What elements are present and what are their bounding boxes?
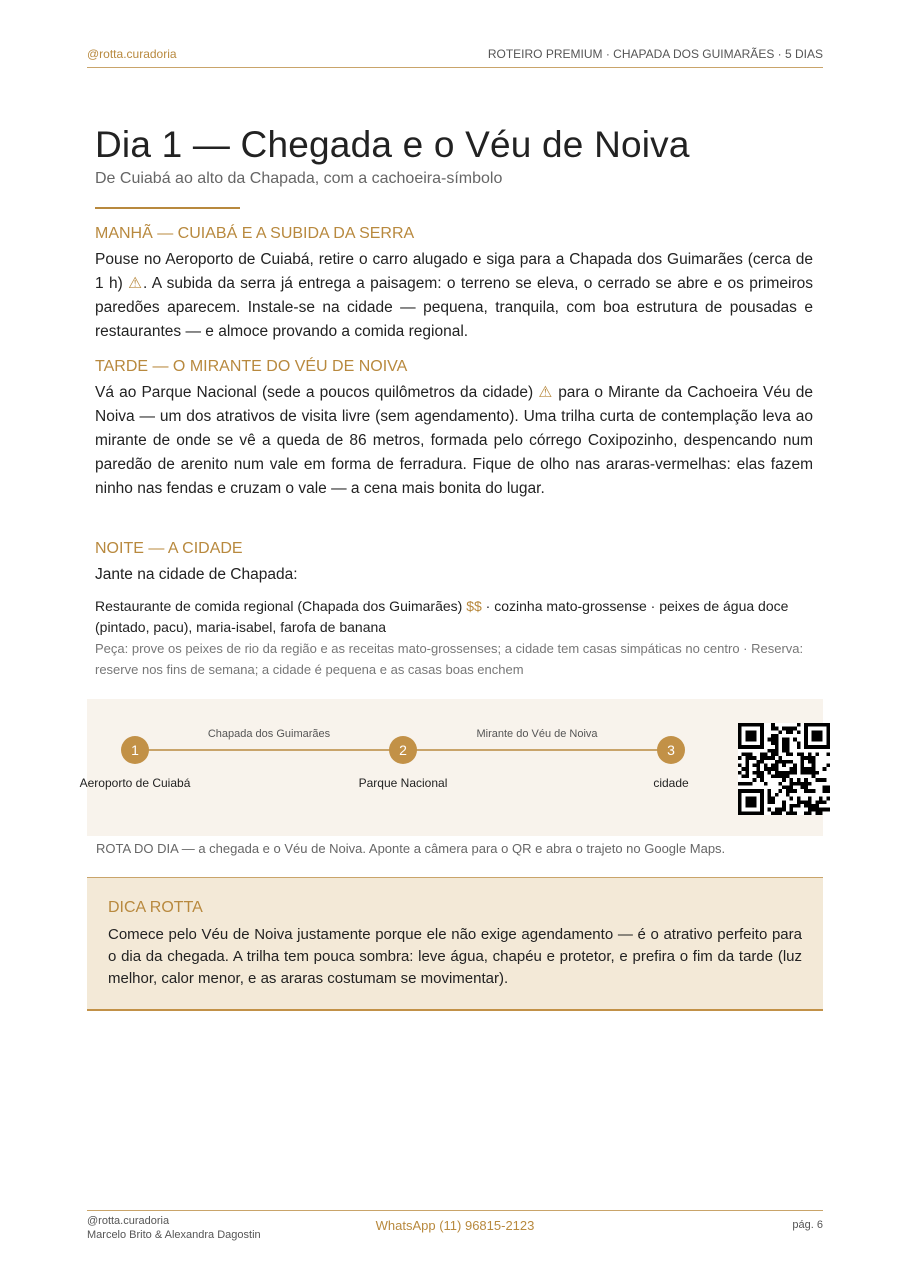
text-part: . A subida da serra já entrega a paisagem: o terreno se eleva, o cerrado se abre e os primeiros paredões aparecem. Instale-se na cidade — pequena, tranquila, com boa estrutura de pousadas e restaurantes — e almoce provando a comida regional. bbox=[95, 275, 813, 340]
qr-code[interactable] bbox=[738, 723, 830, 815]
header-doc-title: ROTEIRO PREMIUM · CHAPADA DOS GUIMARÃES · 5 DIAS bbox=[487, 47, 823, 61]
section-text bbox=[95, 248, 813, 344]
footer-contact[interactable]: WhatsApp (11) 96815-2123 bbox=[375, 1218, 535, 1233]
section-heading: NOITE — A CIDADE bbox=[95, 540, 243, 557]
route-stop-label: Parque Nacional bbox=[358, 776, 448, 790]
tip-text: Comece pelo Véu de Noiva justamente porque ele não exige agendamento — é o atrativo perfeito para o dia da chegada. A trilha tem pouca sombra: leve água, chapéu e protetor, e prefira o fim da tarde (luz melhor, calor menor, e as araras costumam se movimentar). bbox=[108, 926, 802, 987]
tip-box bbox=[87, 877, 823, 1011]
page-title: Dia 1 — Chegada e o Véu de Noiva bbox=[95, 124, 690, 165]
text-part: para o Mirante da Cachoeira Véu de Noiva — um dos atrativos de visita livre (sem agendamento). Uma trilha curta de contemplação leva ao mirante de onde se vê a queda de 86 metros, formada pelo córrego Coxipozinho, despencando num paredão de arenito num vale em forma de ferradura. Fique de olho nas araras-vermelhas: elas fazem ninho nas fendas e cruzam o vale — a cena mais bonita do lugar. bbox=[95, 384, 813, 497]
warning-icon: ⚠ bbox=[128, 275, 143, 292]
route-stop-marker: 3 bbox=[657, 736, 685, 764]
restaurant-entry bbox=[95, 596, 813, 638]
section-morning bbox=[95, 225, 813, 344]
route-stop-marker: 1 bbox=[121, 736, 149, 764]
restaurant-note: Peça: prove os peixes de rio da região e as receitas mato-grossenses; a cidade tem casas simpáticas no centro · Reserva: reserve nos fins de semana; a cidade é pequena e as casas boas enchem bbox=[95, 641, 804, 677]
page-footer bbox=[87, 1210, 823, 1241]
route-caption: ROTA DO DIA — a chegada e o Véu de Noiva. Aponte a câmera para o QR e abra o trajeto no Google Maps. bbox=[96, 841, 726, 856]
route-line bbox=[135, 749, 403, 751]
title-rule bbox=[95, 207, 240, 209]
route-stop-label: Aeroporto de Cuiabá bbox=[79, 776, 191, 790]
tip-heading: DICA ROTTA bbox=[108, 899, 203, 916]
page-subtitle: De Cuiabá ao alto da Chapada, com a cachoeira-símbolo bbox=[95, 170, 503, 187]
section-heading: MANHÃ — CUIABÁ E A SUBIDA DA SERRA bbox=[95, 225, 415, 242]
text-part: Pouse no Aeroporto de Cuiabá, retire o carro alugado e siga para a Chapada dos Guimarães (cerca de 1 h) bbox=[95, 251, 813, 292]
segment-label: Chapada dos Guimarães bbox=[207, 728, 331, 740]
warning-icon: ⚠ bbox=[538, 384, 554, 401]
section-night bbox=[95, 540, 813, 680]
restaurant-desc: · cozinha mato-grossense · peixes de água doce (pintado, pacu), maria-isabel, farofa de banana bbox=[95, 598, 789, 635]
section-afternoon bbox=[95, 358, 813, 501]
page-header bbox=[87, 40, 823, 68]
route-line bbox=[403, 749, 671, 751]
route-stop-marker: 2 bbox=[389, 736, 417, 764]
header-brand: @rotta.curadoria bbox=[87, 47, 177, 61]
route-stop-label[interactable]: cidade bbox=[653, 776, 689, 790]
night-intro: Jante na cidade de Chapada: bbox=[95, 566, 298, 583]
route-panel bbox=[79, 699, 823, 836]
section-heading: TARDE — O MIRANTE DO VÉU DE NOIVA bbox=[95, 358, 408, 375]
segment-label: Mirante do Véu de Noiva bbox=[476, 728, 598, 740]
restaurant-name: Restaurante de comida regional (Chapada dos Guimarães) bbox=[95, 598, 467, 614]
footer-brand: @rotta.curadoria bbox=[87, 1215, 170, 1227]
section-text bbox=[95, 381, 813, 501]
price-badge: $$ bbox=[466, 598, 482, 614]
page-number: pág. 6 bbox=[792, 1219, 823, 1231]
text-part: Vá ao Parque Nacional (sede a poucos quilômetros da cidade) bbox=[95, 384, 539, 401]
footer-authors: Marcelo Brito & Alexandra Dagostin bbox=[87, 1229, 261, 1241]
